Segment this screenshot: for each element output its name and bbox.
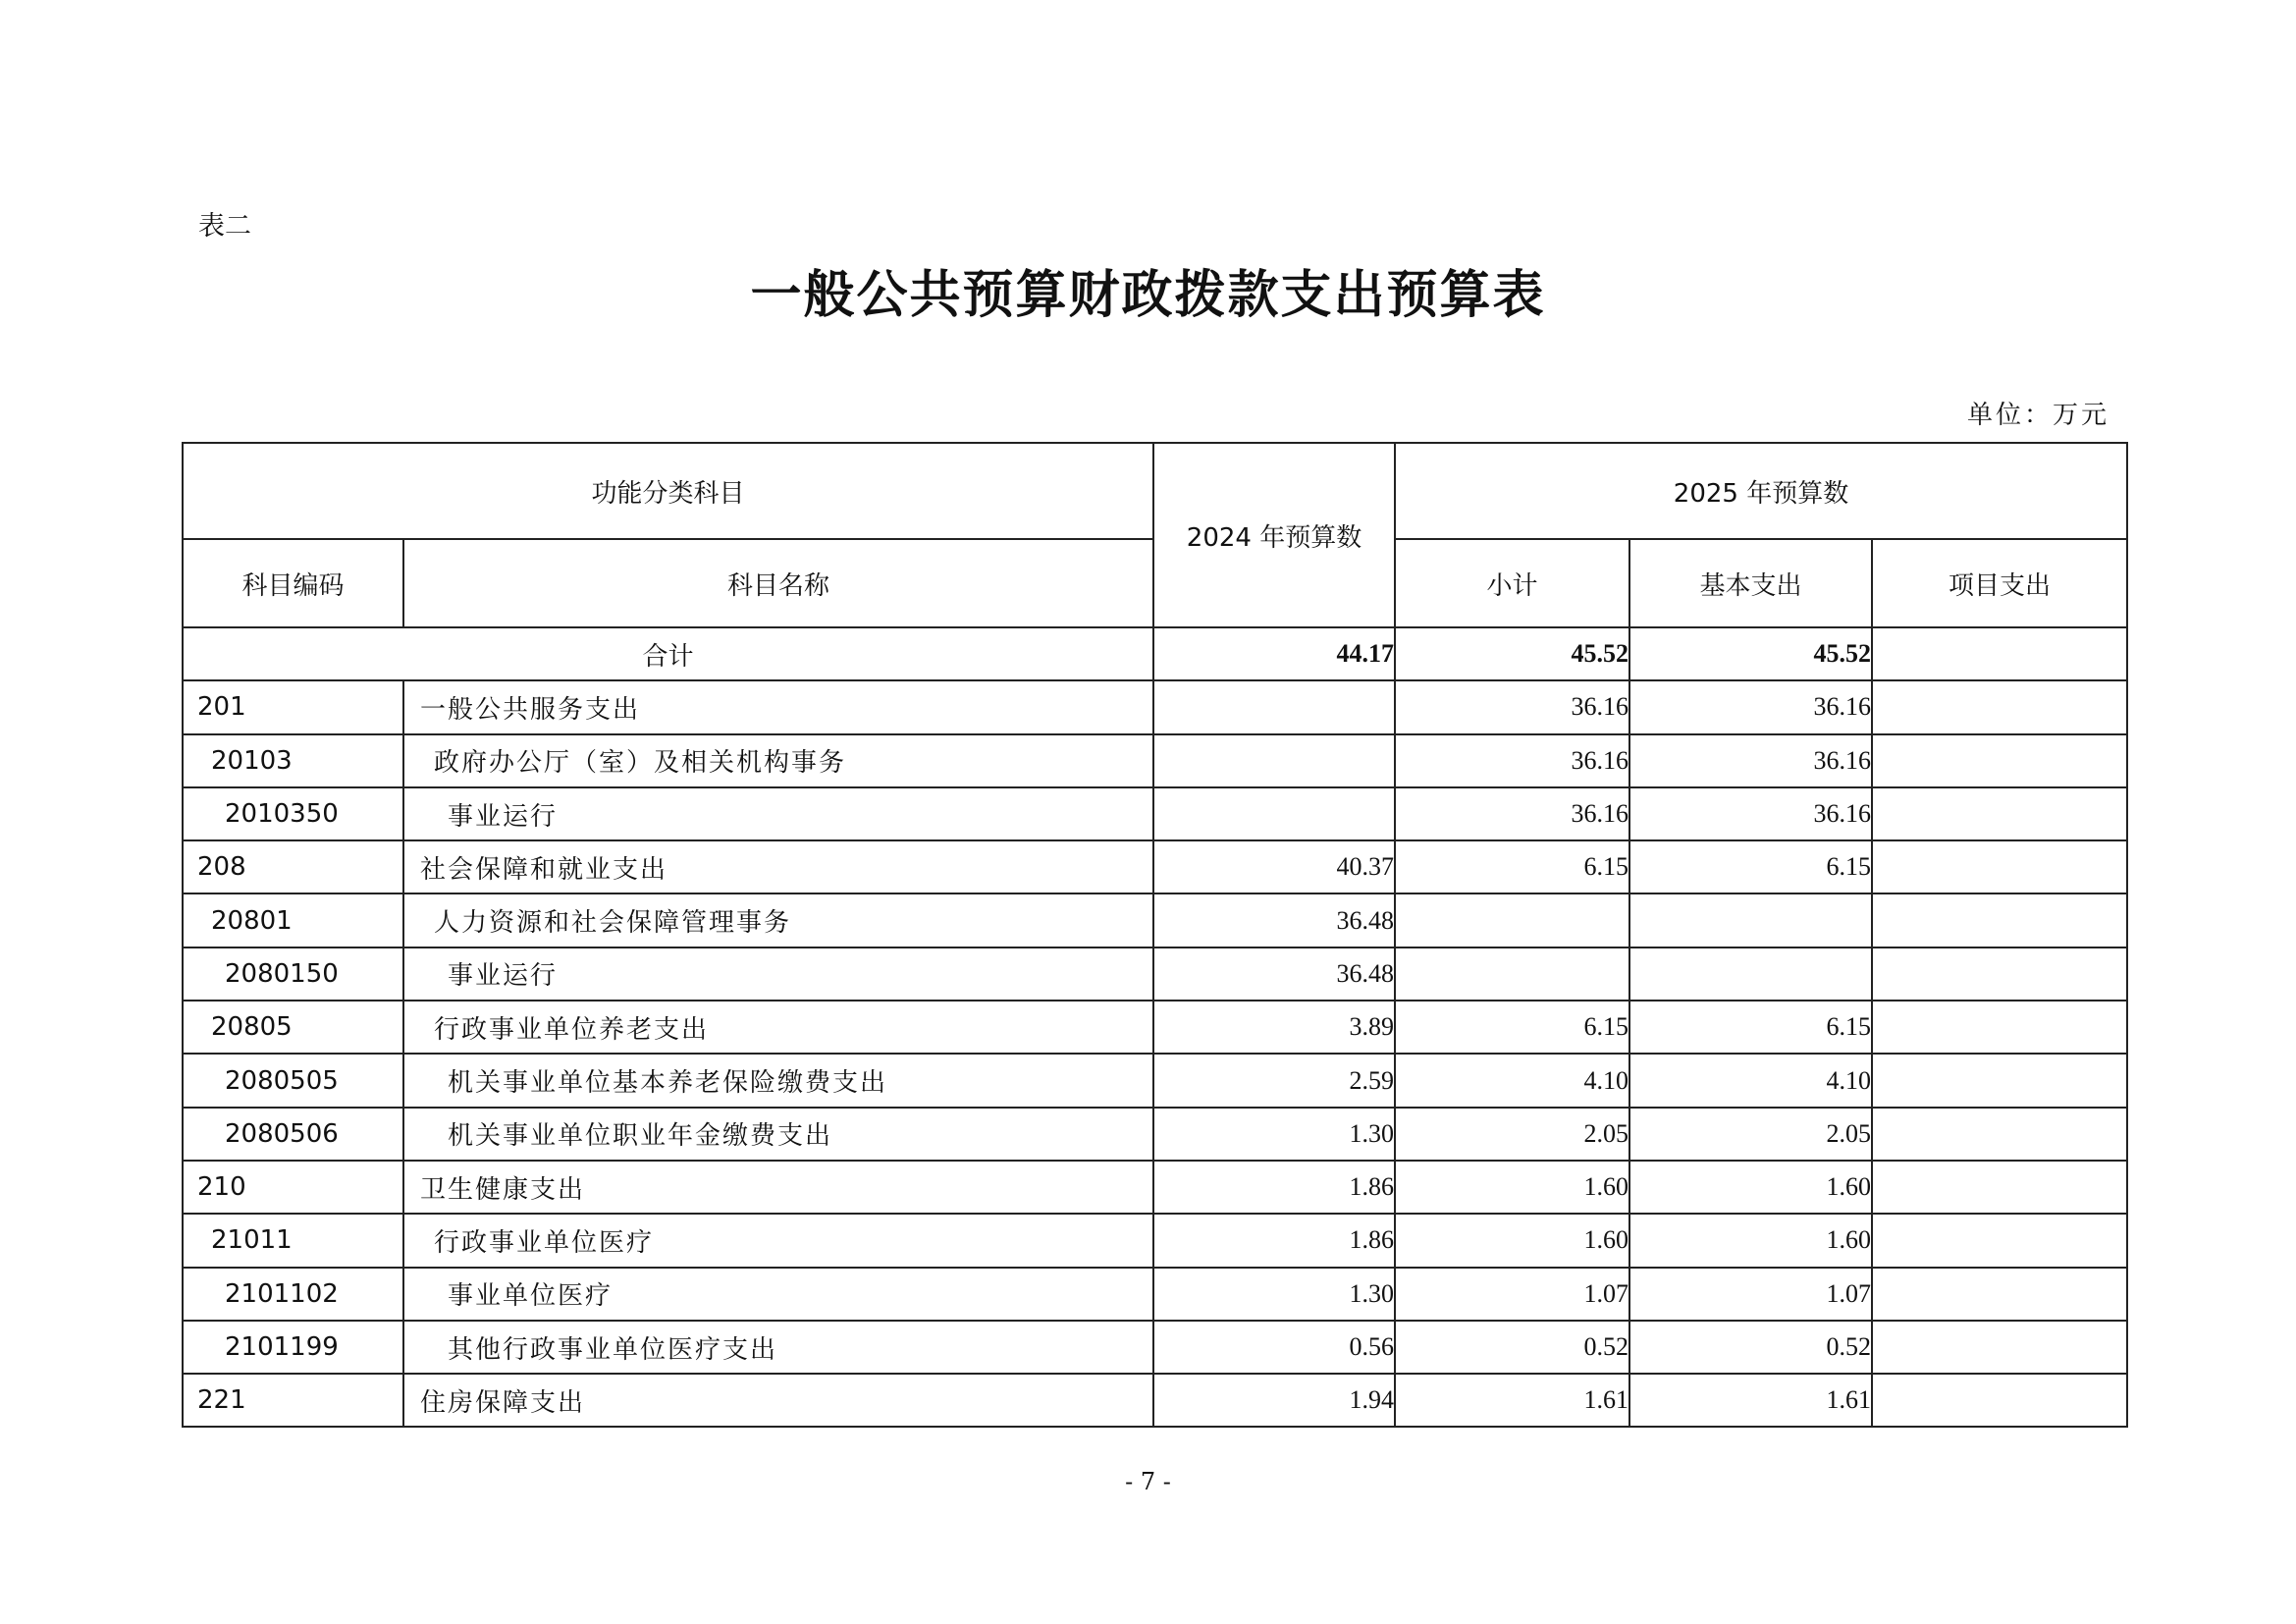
row-subtotal: 6.15 (1395, 1001, 1629, 1054)
row-project (1872, 893, 2127, 947)
row-code: 221 (183, 1374, 403, 1427)
row-subtotal: 0.52 (1395, 1321, 1629, 1374)
total-label: 合计 (183, 627, 1153, 680)
row-project (1872, 947, 2127, 1001)
table-row (183, 947, 2127, 1001)
total-project (1872, 627, 2127, 680)
row-basic: 0.52 (1629, 1321, 1872, 1374)
table-row (183, 1268, 2127, 1321)
row-project (1872, 1374, 2127, 1427)
row-project (1872, 1108, 2127, 1161)
row-project (1872, 1214, 2127, 1267)
table-row (183, 893, 2127, 947)
table-row (183, 1108, 2127, 1161)
row-code: 2101199 (183, 1321, 403, 1374)
row-basic: 36.16 (1629, 734, 1872, 787)
row-code: 2010350 (183, 787, 403, 840)
row-name: 机关事业单位职业年金缴费支出 (403, 1108, 1153, 1161)
table-label: 表二 (198, 211, 251, 242)
row-basic: 1.61 (1629, 1374, 1872, 1427)
row-name: 事业运行 (403, 787, 1153, 840)
row-b2024: 1.86 (1153, 1214, 1395, 1267)
budget-table (182, 442, 2128, 1428)
row-name: 其他行政事业单位医疗支出 (403, 1321, 1153, 1374)
row-subtotal: 36.16 (1395, 787, 1629, 840)
row-b2024: 40.37 (1153, 840, 1395, 893)
row-subtotal: 1.07 (1395, 1268, 1629, 1321)
row-code: 201 (183, 680, 403, 733)
row-b2024: 1.94 (1153, 1374, 1395, 1427)
row-project (1872, 1054, 2127, 1107)
total-basic: 45.52 (1629, 627, 1872, 680)
row-name: 卫生健康支出 (403, 1161, 1153, 1214)
row-name: 政府办公厅（室）及相关机构事务 (403, 734, 1153, 787)
row-subtotal: 1.60 (1395, 1161, 1629, 1214)
row-subtotal: 2.05 (1395, 1108, 1629, 1161)
row-b2024 (1153, 787, 1395, 840)
row-code: 20805 (183, 1001, 403, 1054)
row-name: 机关事业单位基本养老保险缴费支出 (403, 1054, 1153, 1107)
row-basic: 1.60 (1629, 1214, 1872, 1267)
row-code: 2080506 (183, 1108, 403, 1161)
row-name: 一般公共服务支出 (403, 680, 1153, 733)
row-project (1872, 734, 2127, 787)
row-project (1872, 840, 2127, 893)
row-name: 事业运行 (403, 947, 1153, 1001)
row-basic (1629, 947, 1872, 1001)
header-budget-2024: 2024 年预算数 (1153, 443, 1395, 627)
row-project (1872, 1161, 2127, 1214)
row-project (1872, 1321, 2127, 1374)
row-basic: 1.07 (1629, 1268, 1872, 1321)
row-code: 20801 (183, 893, 403, 947)
row-basic: 36.16 (1629, 787, 1872, 840)
row-subtotal: 1.60 (1395, 1214, 1629, 1267)
header-project: 项目支出 (1872, 539, 2127, 627)
row-subtotal (1395, 893, 1629, 947)
row-name: 社会保障和就业支出 (403, 840, 1153, 893)
table-row (183, 1054, 2127, 1107)
row-code: 2080505 (183, 1054, 403, 1107)
header-name: 科目名称 (403, 539, 1153, 627)
row-name: 行政事业单位养老支出 (403, 1001, 1153, 1054)
page-number: - 7 - (1125, 1468, 1171, 1495)
row-basic: 1.60 (1629, 1161, 1872, 1214)
row-b2024: 1.30 (1153, 1268, 1395, 1321)
header-subtotal: 小计 (1395, 539, 1629, 627)
row-basic: 6.15 (1629, 1001, 1872, 1054)
table-row (183, 1374, 2127, 1427)
row-subtotal: 6.15 (1395, 840, 1629, 893)
row-name: 人力资源和社会保障管理事务 (403, 893, 1153, 947)
row-code: 20103 (183, 734, 403, 787)
row-basic (1629, 893, 1872, 947)
row-code: 2080150 (183, 947, 403, 1001)
row-basic: 2.05 (1629, 1108, 1872, 1161)
row-name: 事业单位医疗 (403, 1268, 1153, 1321)
row-project (1872, 1001, 2127, 1054)
row-project (1872, 680, 2127, 733)
row-b2024 (1153, 680, 1395, 733)
row-b2024 (1153, 734, 1395, 787)
row-b2024: 36.48 (1153, 947, 1395, 1001)
row-subtotal: 36.16 (1395, 734, 1629, 787)
row-subtotal: 36.16 (1395, 680, 1629, 733)
table-row (183, 787, 2127, 840)
row-basic: 6.15 (1629, 840, 1872, 893)
row-b2024: 0.56 (1153, 1321, 1395, 1374)
header-budget-2025: 2025 年预算数 (1395, 443, 2127, 539)
table-row (183, 1214, 2127, 1267)
row-basic: 36.16 (1629, 680, 1872, 733)
row-name: 行政事业单位医疗 (403, 1214, 1153, 1267)
row-name: 住房保障支出 (403, 1374, 1153, 1427)
row-code: 21011 (183, 1214, 403, 1267)
row-b2024: 1.30 (1153, 1108, 1395, 1161)
row-project (1872, 787, 2127, 840)
table-row (183, 1161, 2127, 1214)
unit-label: 单位：万元 (1966, 401, 2109, 430)
row-b2024: 3.89 (1153, 1001, 1395, 1054)
row-subtotal: 1.61 (1395, 1374, 1629, 1427)
row-b2024: 1.86 (1153, 1161, 1395, 1214)
page-title: 一般公共预算财政拨款支出预算表 (750, 265, 1546, 325)
total-subtotal: 45.52 (1395, 627, 1629, 680)
row-basic: 4.10 (1629, 1054, 1872, 1107)
row-code: 2101102 (183, 1268, 403, 1321)
row-b2024: 36.48 (1153, 893, 1395, 947)
table-row (183, 1321, 2127, 1374)
row-code: 210 (183, 1161, 403, 1214)
total-b2024: 44.17 (1153, 627, 1395, 680)
total-row (183, 627, 2127, 680)
row-subtotal (1395, 947, 1629, 1001)
table-row (183, 680, 2127, 733)
table-row (183, 734, 2127, 787)
row-code: 208 (183, 840, 403, 893)
row-subtotal: 4.10 (1395, 1054, 1629, 1107)
header-code: 科目编码 (183, 539, 403, 627)
header-functional-category: 功能分类科目 (183, 443, 1153, 539)
row-project (1872, 1268, 2127, 1321)
table-row (183, 840, 2127, 893)
table-row (183, 1001, 2127, 1054)
header-basic: 基本支出 (1629, 539, 1872, 627)
row-b2024: 2.59 (1153, 1054, 1395, 1107)
